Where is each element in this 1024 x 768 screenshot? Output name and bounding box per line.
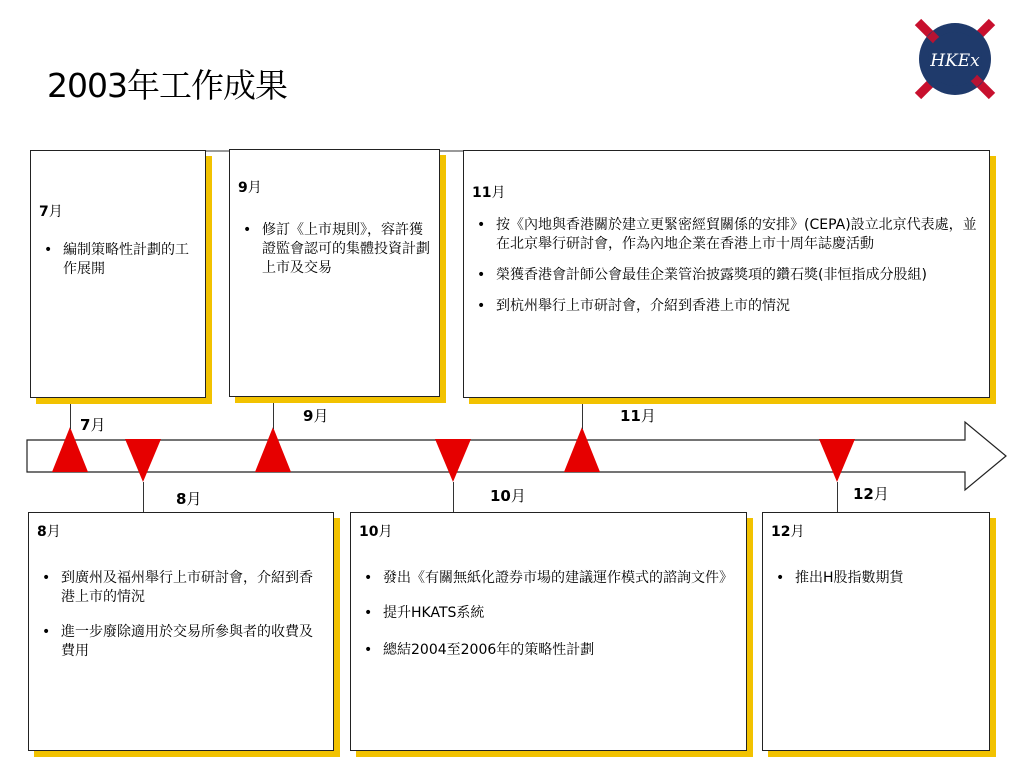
card-item-list xyxy=(37,569,325,661)
card-december xyxy=(762,512,990,751)
connector-dec xyxy=(837,482,838,512)
timeline-label-oct: 10月 xyxy=(490,487,526,505)
timeline-label-jul: 7月 xyxy=(80,416,106,434)
card-july xyxy=(30,150,206,398)
timeline-arrow xyxy=(27,422,1006,490)
connector-sep xyxy=(273,396,274,429)
card-month-heading: 7月 xyxy=(39,204,63,220)
list-item: • 到杭州舉行上市研討會，介紹到香港上市的情況 xyxy=(472,297,981,316)
timeline-label-sep: 9月 xyxy=(303,407,329,425)
card-month-heading: 12月 xyxy=(771,524,805,540)
timeline-label-nov: 11月 xyxy=(620,407,656,425)
card-august xyxy=(28,512,334,751)
list-item: • 到廣州及福州舉行上市研討會，介紹到香港上市的情況 xyxy=(37,569,325,607)
list-item: • 總結2004至2006年的策略性計劃 xyxy=(359,641,738,660)
list-item: • 榮獲香港會計師公會最佳企業管治披露獎項的鑽石獎(非恒指成分股組) xyxy=(472,266,981,285)
connector-oct xyxy=(453,482,454,512)
list-item: • 發出《有關無紙化證券市場的建議運作模式的諮詢文件》 xyxy=(359,569,738,588)
logo-text: HKEx xyxy=(930,51,980,71)
card-month-heading: 10月 xyxy=(359,524,393,540)
connector-aug xyxy=(143,482,144,512)
connector-nov xyxy=(582,398,583,429)
card-november xyxy=(463,150,990,398)
card-october xyxy=(350,512,747,751)
card-item-list xyxy=(39,241,197,279)
list-item: • 修訂《上市規則》，容許獲證監會認可的集體投資計劃上市及交易 xyxy=(238,221,431,278)
card-month-heading: 8月 xyxy=(37,524,61,540)
connector-jul xyxy=(70,397,71,429)
list-item: • 編制策略性計劃的工作展開 xyxy=(39,241,197,279)
timeline-label-dec: 12月 xyxy=(853,485,889,503)
card-item-list xyxy=(472,216,981,316)
list-item: • 按《內地與香港關於建立更緊密經貿關係的安排》(CEPA)設立北京代表處，並在北京舉行研討會，作為內地企業在香港上市十周年誌慶活動 xyxy=(472,216,981,254)
card-item-list xyxy=(359,569,738,660)
timeline-label-aug: 8月 xyxy=(176,490,202,508)
list-item: • 提升HKATS系統 xyxy=(359,604,738,623)
card-item-list xyxy=(771,569,981,588)
list-item: • 推出H股指數期貨 xyxy=(771,569,981,588)
list-item: • 進一步廢除適用於交易所參與者的收費及費用 xyxy=(37,623,325,661)
page-title: 2003年工作成果 xyxy=(47,66,287,105)
card-month-heading: 9月 xyxy=(238,180,262,196)
card-month-heading: 11月 xyxy=(472,185,506,201)
card-item-list xyxy=(238,221,431,278)
card-september xyxy=(229,149,440,397)
